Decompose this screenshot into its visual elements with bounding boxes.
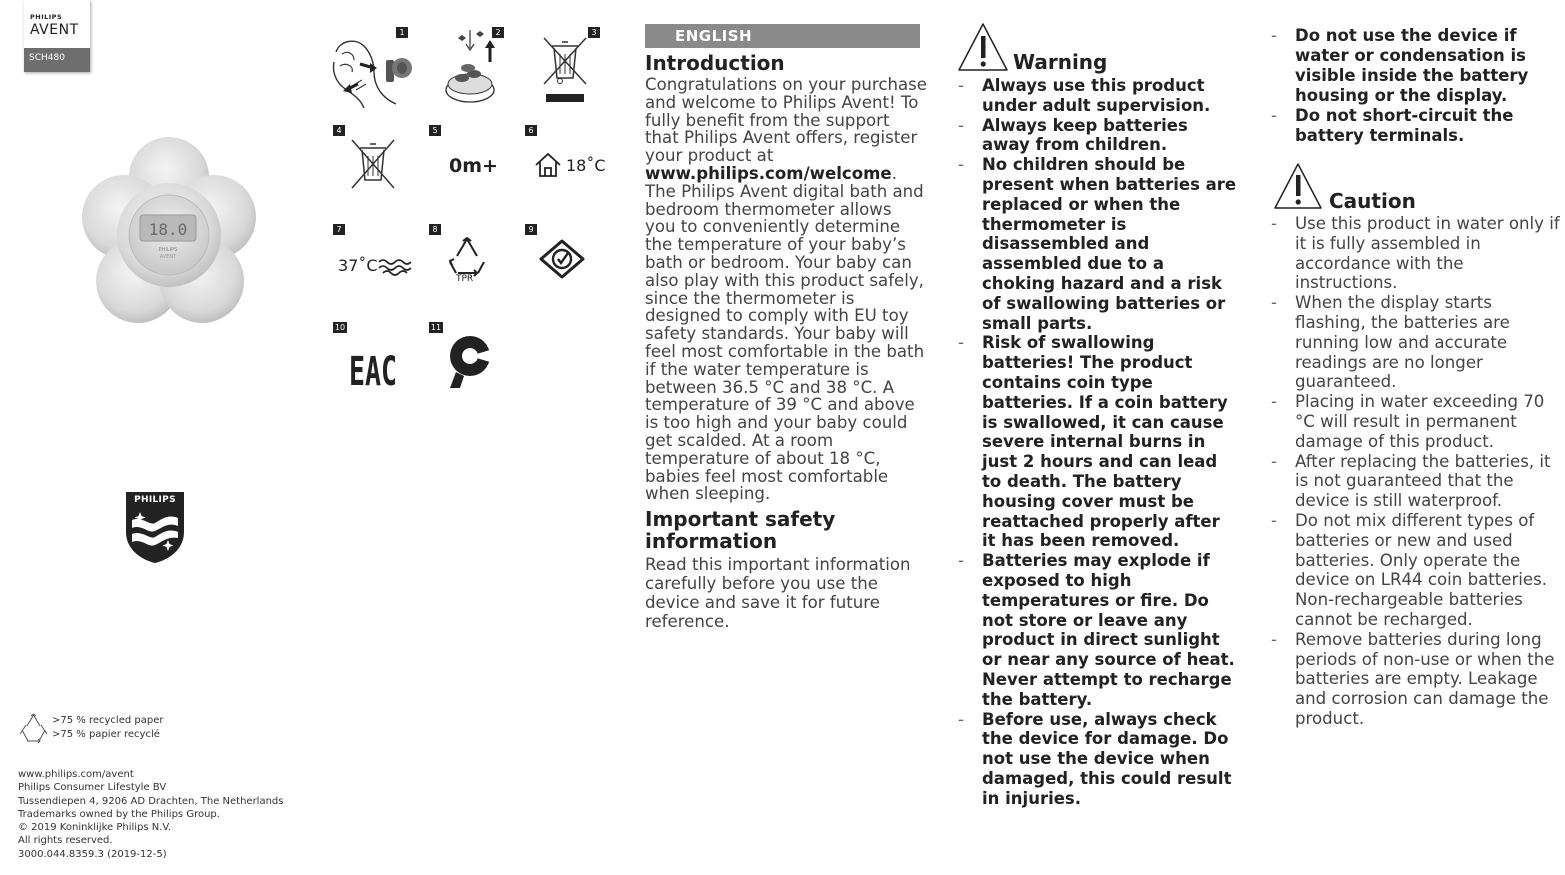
list-dash: - xyxy=(1271,105,1277,125)
svg-text:18.0: 18.0 xyxy=(148,220,188,239)
caution-triangle-icon xyxy=(1273,162,1323,210)
imprint-website: www.philips.com/avent xyxy=(18,769,134,780)
imprint-rights: All rights reserved. xyxy=(18,835,113,847)
caution-item xyxy=(1271,293,1561,392)
brand-tab xyxy=(24,0,90,72)
recycled-line-en: >75 % recycled paper xyxy=(52,715,164,726)
warning-item xyxy=(958,333,1238,551)
warning-item xyxy=(1271,106,1541,146)
figure-number-2: 2 xyxy=(492,27,504,38)
caution-item xyxy=(1271,630,1561,729)
caution-item-text: Use this product in water only if it is fully assembled in accordance with the instructions. xyxy=(1295,214,1560,293)
list-dash: - xyxy=(1271,451,1277,471)
battery-insert-illustration xyxy=(440,28,502,110)
recycled-paper-icon xyxy=(17,713,50,743)
intro-text-end: . xyxy=(891,163,897,183)
safety-intro-text: Read this important information carefully before you use the device and save it for future reference. xyxy=(645,555,911,631)
warning-item-text: Before use, always check the device for damage. Do not use the device when damaged, this could result in injuries. xyxy=(982,709,1232,808)
water-waves-icon xyxy=(378,257,412,275)
caution-item xyxy=(1271,392,1561,451)
warning-item-text: Do not short-circuit the battery terminals. xyxy=(1295,105,1514,145)
battery-disposal-icon xyxy=(348,138,398,192)
warning-item xyxy=(958,551,1238,709)
caution-item-text: After replacing the batteries, it is not guaranteed that the device is still waterproof. xyxy=(1295,451,1551,511)
warning-item xyxy=(958,710,1238,809)
figure-number-6: 6 xyxy=(525,125,537,136)
bath-temperature-label: 37˚C xyxy=(338,256,378,275)
list-dash: - xyxy=(1271,293,1277,313)
list-dash: - xyxy=(958,551,964,571)
imprint-doc-number: 3000.044.8359.3 (2019-12-5) xyxy=(18,848,167,860)
eac-mark-text: EAC xyxy=(349,349,397,395)
figure-number-9: 9 xyxy=(525,224,537,235)
figure-number-3: 3 xyxy=(588,27,600,38)
register-link[interactable]: www.philips.com/welcome xyxy=(645,163,892,183)
warning-item xyxy=(958,155,1238,333)
warning-heading: Warning xyxy=(1013,50,1108,74)
imprint-address: Tussendiepen 4, 9206 AD Drachten, The Netherlands xyxy=(18,795,284,807)
warning-item-text: Always keep batteries away from children. xyxy=(982,115,1188,155)
caution-item xyxy=(1271,511,1561,630)
room-temperature-label: 18˚C xyxy=(566,156,606,175)
figure-number-5: 5 xyxy=(429,125,441,136)
warning-list xyxy=(958,76,1238,808)
recycled-paper-text xyxy=(52,714,163,742)
imprint xyxy=(18,768,283,861)
language-label: ENGLISH xyxy=(675,27,753,45)
avent-logo: AVENT xyxy=(30,22,79,38)
figure-number-1: 1 xyxy=(396,27,408,38)
caution-item xyxy=(1271,214,1561,293)
age-0m-plus-label: 0m+ xyxy=(449,155,498,177)
svg-text:AVENT: AVENT xyxy=(159,254,177,260)
recycle-code-label: TPR xyxy=(456,274,474,284)
list-dash: - xyxy=(1271,510,1277,530)
svg-text:PHILIPS: PHILIPS xyxy=(158,247,178,253)
list-dash: - xyxy=(1271,26,1277,45)
caution-item-text: Do not mix different types of batteries or new and used batteries. Only operate the device on LR44 coin batteries. Non-rechargeable batteries cannot be recharged. xyxy=(1295,510,1548,629)
list-dash: - xyxy=(1271,392,1277,412)
weee-bin-icon xyxy=(540,34,590,104)
warning-list-continued xyxy=(1271,26,1541,145)
list-dash: - xyxy=(1271,214,1277,233)
introduction-paragraph-2: The Philips Avent digital bath and bedroom thermometer allows you to conveniently determine the temperature of your baby’s bath or bedroom. Your baby can also play with this product safely, since the thermometer is designed to comply with EU toy safety standards. Your baby will feel most comfortable in the bath if the water temperature is between 36.5 °C and 38 °C. A temperature of 39 °C and above is too high and your baby could get scalded. At a room temperature of about 18 °C, babies feel most comfortable when sleeping. xyxy=(645,181,925,504)
intro-column xyxy=(645,52,927,631)
hand-battery-cover-illustration xyxy=(330,32,416,110)
warning-item-text: Always use this product under adult supervision. xyxy=(982,76,1211,115)
list-dash: - xyxy=(958,76,964,95)
figure-number-11: 11 xyxy=(430,323,442,332)
rcm-compliance-icon xyxy=(538,238,586,280)
figure-number-4: 4 xyxy=(333,125,345,136)
warning-item xyxy=(958,116,1238,156)
imprint-company: Philips Consumer Lifestyle BV xyxy=(18,782,167,794)
safety-heading: Important safety information xyxy=(645,507,836,553)
caution-heading: Caution xyxy=(1329,189,1416,213)
model-number: SCH480 xyxy=(29,53,65,63)
caution-item-text: When the display starts flashing, the batteries are running low and accurate readings are no longer guaranteed. xyxy=(1295,293,1510,392)
recycled-line-fr: >75 % papier recyclé xyxy=(52,729,160,740)
list-dash: - xyxy=(958,333,964,353)
intro-text-start: Congratulations on your purchase and welcome to Philips Avent! To fully benefit from the support that Philips Avent offers, register your product at xyxy=(645,75,927,166)
caution-item xyxy=(1271,452,1561,511)
warning-item-text: Batteries may explode if exposed to high temperatures or fire. Do not store or leave any product in direct sunlight or near any source of heat. Never attempt to recharge the battery. xyxy=(982,551,1235,709)
list-dash: - xyxy=(1271,629,1277,649)
philips-wordmark: PHILIPS xyxy=(30,13,63,21)
caution-item-text: Remove batteries during long periods of non-use or when the batteries are empty. Leakage and corrosion can damage the product. xyxy=(1295,629,1555,728)
imprint-copyright: © 2019 Koninklijke Philips N.V. xyxy=(18,822,172,834)
warning-item xyxy=(1271,26,1541,106)
list-dash: - xyxy=(958,709,964,729)
caution-list xyxy=(1271,214,1561,729)
warning-triangle-icon xyxy=(957,22,1009,72)
figure-number-7: 7 xyxy=(333,224,345,235)
list-dash: - xyxy=(958,115,964,135)
recycle-tpr-icon xyxy=(446,236,488,278)
warning-item xyxy=(958,76,1238,116)
warning-item-text: No children should be present when batteries are replaced or when the thermometer is disassembled and assembled due to a choking hazard and a risk of swallowing batteries or small parts. xyxy=(982,155,1237,333)
list-dash: - xyxy=(958,155,964,175)
house-icon xyxy=(534,152,562,178)
caution-item-text: Placing in water exceeding 70 °C will result in permanent damage of this product. xyxy=(1295,392,1545,451)
warning-item-text: Do not use the device if water or condensation is visible inside the battery housing or the display. xyxy=(1295,26,1529,105)
introduction-paragraph-1 xyxy=(645,76,927,183)
figure-number-8: 8 xyxy=(429,224,441,235)
eac-mark-icon xyxy=(349,342,397,395)
shield-wordmark: PHILIPS xyxy=(134,495,176,505)
packaging-mark-icon xyxy=(446,332,492,390)
thermometer-product-image xyxy=(80,135,258,331)
imprint-trademarks: Trademarks owned by the Philips Group. xyxy=(18,808,220,820)
warning-item-text: Risk of swallowing batteries! The product contains coin type batteries. If a coin battery is swallowed, it can cause severe internal burns in just 2 hours and can lead to death. The battery housing cover must be reattached properly after it has been removed. xyxy=(982,333,1228,551)
introduction-heading: Introduction xyxy=(645,51,785,75)
figure-number-10: 10 xyxy=(334,323,346,332)
